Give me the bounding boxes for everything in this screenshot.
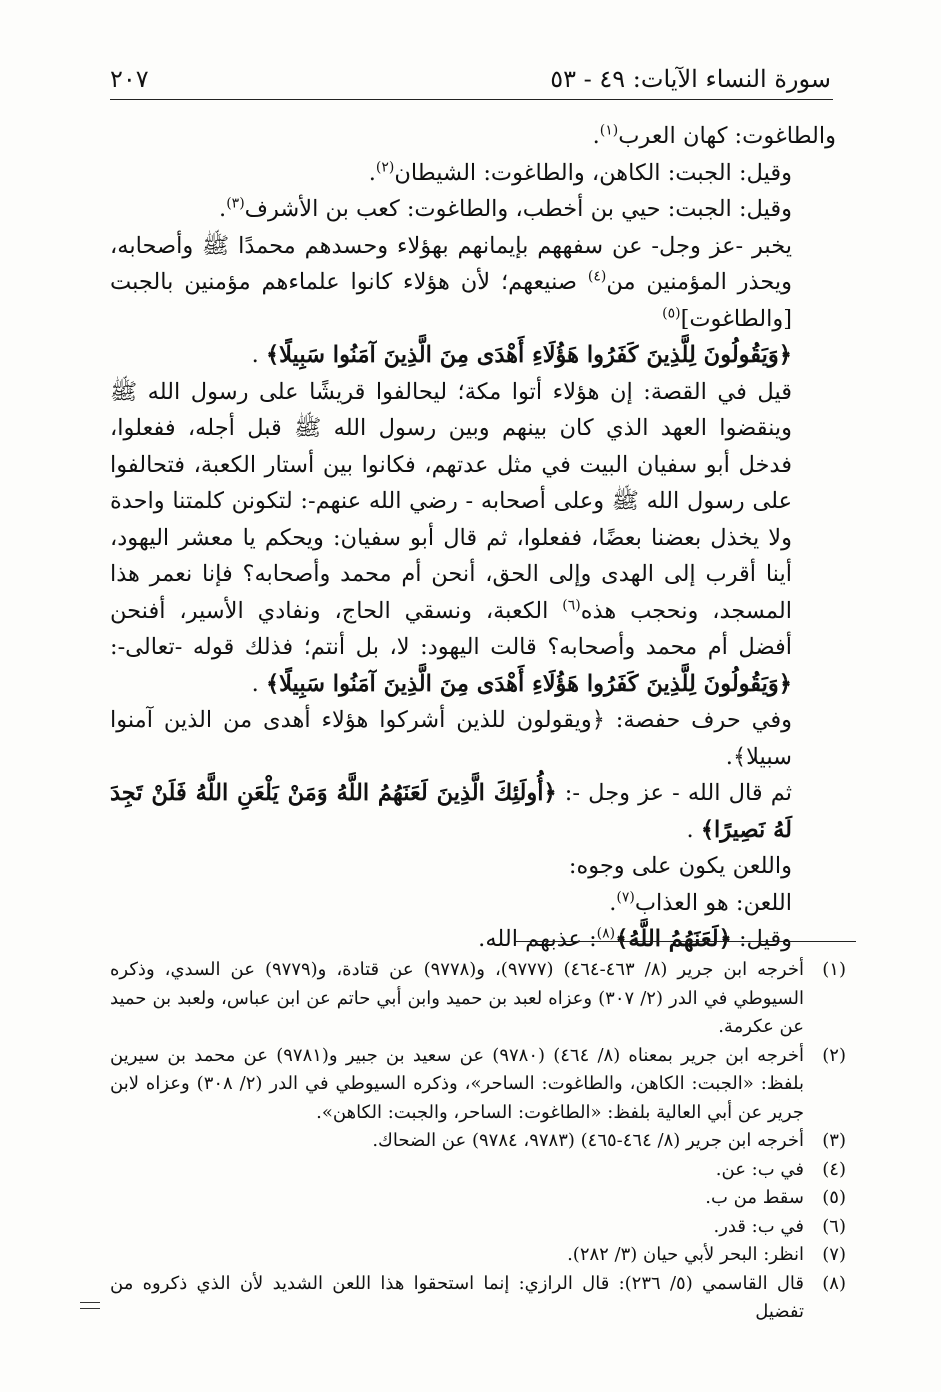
quran-verse: ﴿لَعَنَهُمُ اللَّهُ﴾: [615, 926, 732, 952]
page-number: ٢٠٧: [110, 65, 149, 93]
surah-title: سورة النساء الآيات: ٤٩ - ٥٣: [550, 65, 831, 93]
footnote: (١) أخرجه ابن جرير (٨/ ٤٦٣-٤٦٤) (٩٧٧٧)، و(٩٧٧٨) عن قتادة، و(٩٧٧٩) عن السدي، وذكره السيوطي في الدر (٢/ ٣٠٧) وعزاه لعبد بن حميد وابن أبي حاتم عن ابن عباس، ولعبد بن حميد عن عكرمة.: [110, 959, 846, 1037]
paragraph-qissa: قيل في القصة: إن هؤلاء أتوا مكة؛ ليحالفوا قريشًا على رسول الله ﷺ وينقضوا العهد الذي كان بينهم وبين رسول الله ﷺ قبل أجله، ففعلوا، فدخل أبو سفيان البيت في مثل عدتهم، فكانوا بين أستار الكعبة، فتحالفوا على رسول الله ﷺ وعلى أصحابه - رضي الله عنهم-: لتكونن كلمتنا واحدة ولا يخذل بعضنا بعضًا، ففعلوا، ثم قال أبو سفيان: ويحكم يا معشر اليهود، أينا أقرب إلى الهدى وإلى الحق، أنحن أم محمد وأصحابه؟ فإنا نعمر هذا المسجد، ونحجب هذه$^{(٦)}$ الكعبة، ونسقي الحاج، ونفادي الأسير، أفنحن أفضل أم محمد وأصحابه؟ قالت اليهود: لا، بل أنتم؛ فذلك قوله -تعالى-: ﴿وَيَقُولُونَ لِلَّذِينَ كَفَرُوا هَؤُلَاءِ أَهْدَى مِنَ الَّذِينَ آمَنُوا سَبِيلًا﴾ .: [110, 378, 792, 697]
paragraph-hafsa: وفي حرف حفصة: ﴿ويقولون للذين أشركوا هؤلاء أهدى من الذين آمنوا سبيلا﴾.: [110, 707, 792, 770]
running-header: [110, 62, 831, 96]
paragraph-adhab: اللعن: هو العذاب$^{(٧)}$.: [609, 889, 792, 916]
footnote: (٢) أخرجه ابن جرير بمعناه (٨/ ٤٦٤) (٩٧٨٠) عن سعيد بن جبير و(٩٧٨١) عن محمد بن سيرين بلفظ: «الجبت: الكاهن، والطاغوت: الساحر»، وذكره السيوطي في الدر (٢/ ٣٠٨) وعزاه لابن جرير عن أبي العالية بلفظ: «الطاغوت: الساحر، والجبت: الكاهن».: [110, 1044, 846, 1123]
footnote: (٨) قال القاسمي (٥/ ٢٣٦): قال الرازي: إنما استحقوا هذا اللعن الشديد لأن الذي ذكروه من تفضيل: [110, 1272, 846, 1322]
footnotes: [110, 956, 846, 1327]
paragraph-laan: واللعن يكون على وجوه:: [568, 853, 792, 879]
quran-verse: ﴿وَيَقُولُونَ لِلَّذِينَ كَفَرُوا هَؤُلَاءِ أَهْدَى مِنَ الَّذِينَ آمَنُوا سَبِيلًا﴾: [265, 342, 792, 368]
paragraph-qil-1: وقيل: الجبت: الكاهن، والطاغوت: الشيطان$^{(٢)}$.: [368, 159, 792, 186]
continuation-mark: [80, 1302, 100, 1314]
footnote: (٧) انظر: البحر لأبي حيان (٣/ ٢٨٢).: [567, 1244, 846, 1265]
quran-verse: ﴿وَيَقُولُونَ لِلَّذِينَ كَفَرُوا هَؤُلَاءِ أَهْدَى مِنَ الَّذِينَ آمَنُوا سَبِيلًا﴾: [265, 670, 792, 697]
paragraph-qil-3: وقيل: ﴿لَعَنَهُمُ اللَّهُ﴾$^{(٨)}$: عذبهم الله.: [478, 925, 792, 952]
footnote: (٤) في ب: عن.: [715, 1158, 846, 1180]
footnote: (٣) أخرجه ابن جرير (٨/ ٤٦٤-٤٦٥) (٩٧٨٣، ٩٧٨٤) عن الضحاك.: [372, 1130, 846, 1151]
paragraph-taghut: والطاغوت: كهان العرب$^{(١)}$.: [592, 122, 836, 149]
footnote-rule: [515, 941, 856, 942]
paragraph-yukhbir: يخبر -عز وجل- عن سفههم بإيمانهم بهؤلاء وحسدهم محمدًا ﷺ وأصحابه، ويحذر المؤمنين من$^{(٤)}$ صنيعهم؛ لأن هؤلاء كانوا علماءهم مؤمنين بالجبت [والطاغوت]$^{(٥)}$: [110, 232, 792, 332]
footnote: (٥) سقط من ب.: [705, 1187, 846, 1208]
paragraph-thumma: ثم قال الله - عز وجل -: ﴿أُولَئِكَ الَّذِينَ لَعَنَهُمُ اللَّهُ وَمَنْ يَلْعَنِ اللَّهُ فَلَنْ تَجِدَ لَهُ نَصِيرًا﴾ .: [110, 780, 792, 843]
footnote: (٦) في ب: قدر.: [713, 1215, 846, 1237]
header-rule: [110, 99, 833, 100]
quran-verse: ﴿أُولَئِكَ الَّذِينَ لَعَنَهُمُ اللَّهُ وَمَنْ يَلْعَنِ اللَّهُ فَلَنْ تَجِدَ لَهُ نَصِيرًا﴾: [110, 780, 792, 843]
verse-line-1: ﴿وَيَقُولُونَ لِلَّذِينَ كَفَرُوا هَؤُلَاءِ أَهْدَى مِنَ الَّذِينَ آمَنُوا سَبِيلًا﴾ .: [251, 342, 792, 368]
paragraph-qil-2: وقيل: الجبت: حيي بن أخطب، والطاغوت: كعب بن الأشرف$^{(٣)}$.: [219, 195, 792, 222]
main-text: [110, 118, 836, 958]
